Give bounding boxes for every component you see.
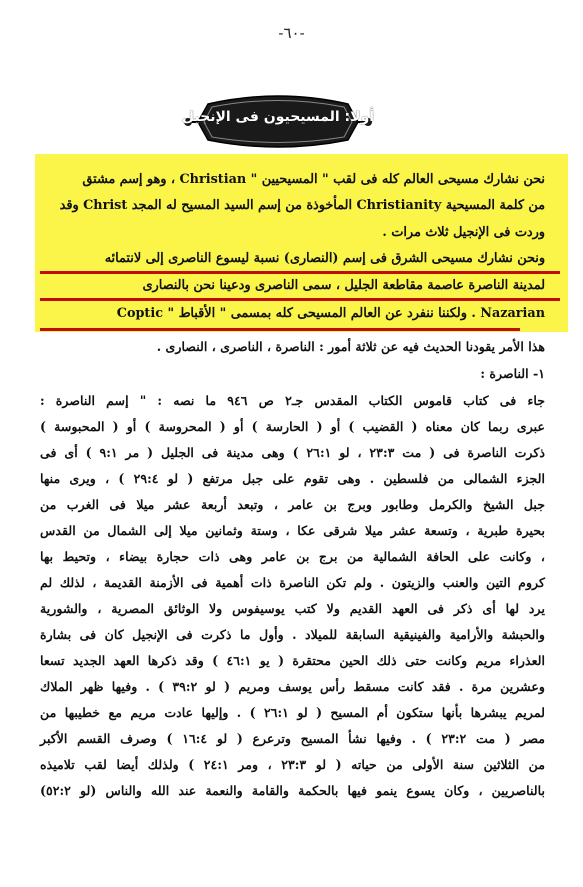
body-line: عبرى ربما كان معناه ( القضيب ) أو ( الحارسة ) أو ( المحروسة ) أو ( المحبوسة ) bbox=[40, 419, 545, 434]
section-heading: ١- الناصرة : bbox=[480, 366, 545, 381]
highlight-line-6: Nazarian . ولكننا ننفرد عن العالم المسيحى كله بمسمى " الأقباط " Coptic bbox=[116, 306, 545, 321]
body-line: الجزء الشمالى من فلسطين . وهى تقوم على جبل مرتفع ( لو ٢٩:٤ ) ، ويرى منها bbox=[40, 471, 545, 486]
body-line: والحبشة والأرامية والفينيقية السابقة للميلاد . وأول ما ذكرت فى الإنجيل كان فى بشارة bbox=[40, 627, 545, 642]
intro-line: هذا الأمر يقودنا الحديث فيه عن ثلاثة أمور : الناصرة ، الناصرى ، النصارى . bbox=[156, 339, 545, 354]
red-underline bbox=[40, 328, 520, 331]
highlight-line-3: وردت فى الإنجيل ثلاث مرات . bbox=[382, 225, 545, 240]
body-line: ، وكانت على الحافة الشمالية من برج بن عامر وهى ذات حجارة بيضاء ، وتحيط بها bbox=[40, 549, 545, 564]
body-line: كروم التين والعنب والزيتون . ولم تكن الناصرة ذات أهمية فى الأزمنة القديمة ، لذلك لم bbox=[40, 575, 545, 590]
body-line: مصر ( مت ٢٣:٢ ) . وفيها نشأ المسيح وترعرع ( لو ١٦:٤ ) وصرف القسم الأكبر bbox=[40, 731, 545, 746]
title-banner bbox=[178, 90, 378, 152]
section-title: أولا: المسيحيون فى الإنجيل bbox=[181, 109, 375, 125]
body-line: من الثلاثين سنة الأولى من حياته ( لو ٢٣:٣ ، ومر ٢٤:١ ) ولذلك أيضا لقب تلاميذه bbox=[40, 757, 545, 772]
body-line: ذكرت الناصرة فى ( مت ٢٣:٣ ، لو ٢٦:١ ) وهى مدينة فى الجليل ( مر ٩:١ ) أى فى bbox=[40, 445, 545, 460]
body-line: لمريم يبشرها بأنها ستكون أم المسيح ( لو ٢٦:١ ) . وإليها عادت مريم مع خطيبها من bbox=[40, 705, 545, 720]
red-underline bbox=[40, 271, 560, 274]
highlight-line-1: نحن نشارك مسيحى العالم كله فى لقب " المسيحيين " Christian ، وهو إسم مشتق bbox=[82, 172, 545, 187]
red-underline bbox=[40, 298, 560, 301]
body-line: العذراء مريم وكانت حتى ذلك الحين محتقرة ( يو ٤٦:١ ) وقد ذكرها العهد الجديد تسعا bbox=[40, 653, 545, 668]
body-line: وعشرين مرة . فقد كانت مسقط رأس يوسف ومريم ( لو ٣٩:٢ ) . وفيها ظهر الملاك bbox=[40, 679, 545, 694]
highlight-line-4: ونحن نشارك مسيحى الشرق فى إسم (النصارى) نسبة ليسوع الناصرى إلى لانتمائه bbox=[104, 251, 545, 266]
body-line: جاء فى كتاب قاموس الكتاب المقدس جـ٢ ص ٩٤٦ ما نصه : " إسم الناصرة : bbox=[40, 393, 545, 408]
body-line: بالناصريين ، وكان يسوع ينمو فيها بالحكمة والقامة والنعمة عند الله والناس (لو ٥٢:٢) bbox=[40, 783, 545, 798]
body-line: بحيرة طبرية ، وتسعة عشر ميلا شرقى عكا ، وستة وثمانين ميلا إلى الشمال من القدس bbox=[40, 523, 545, 538]
body-line: جبل الشيخ والكرمل وطابور وبرج بن عامر ، وتبعد أربعة عشر ميلا فى الغرب من bbox=[40, 497, 545, 512]
page-number: -٦٠- bbox=[278, 24, 305, 42]
body-line: يرد لها أى ذكر فى العهد القديم ولا كتب يوسيفوس ولا الوثائق المصرية ، والشورية bbox=[40, 601, 545, 616]
highlight-line-5: لمدينة الناصرة عاصمة مقاطعة الجليل ، سمى الناصرى ودعينا نحن بالنصارى bbox=[142, 278, 545, 293]
highlight-line-2: من كلمة المسيحية Christianity المأخوذة من إسم السيد المسيح له المجد Christ وقد bbox=[59, 198, 545, 213]
